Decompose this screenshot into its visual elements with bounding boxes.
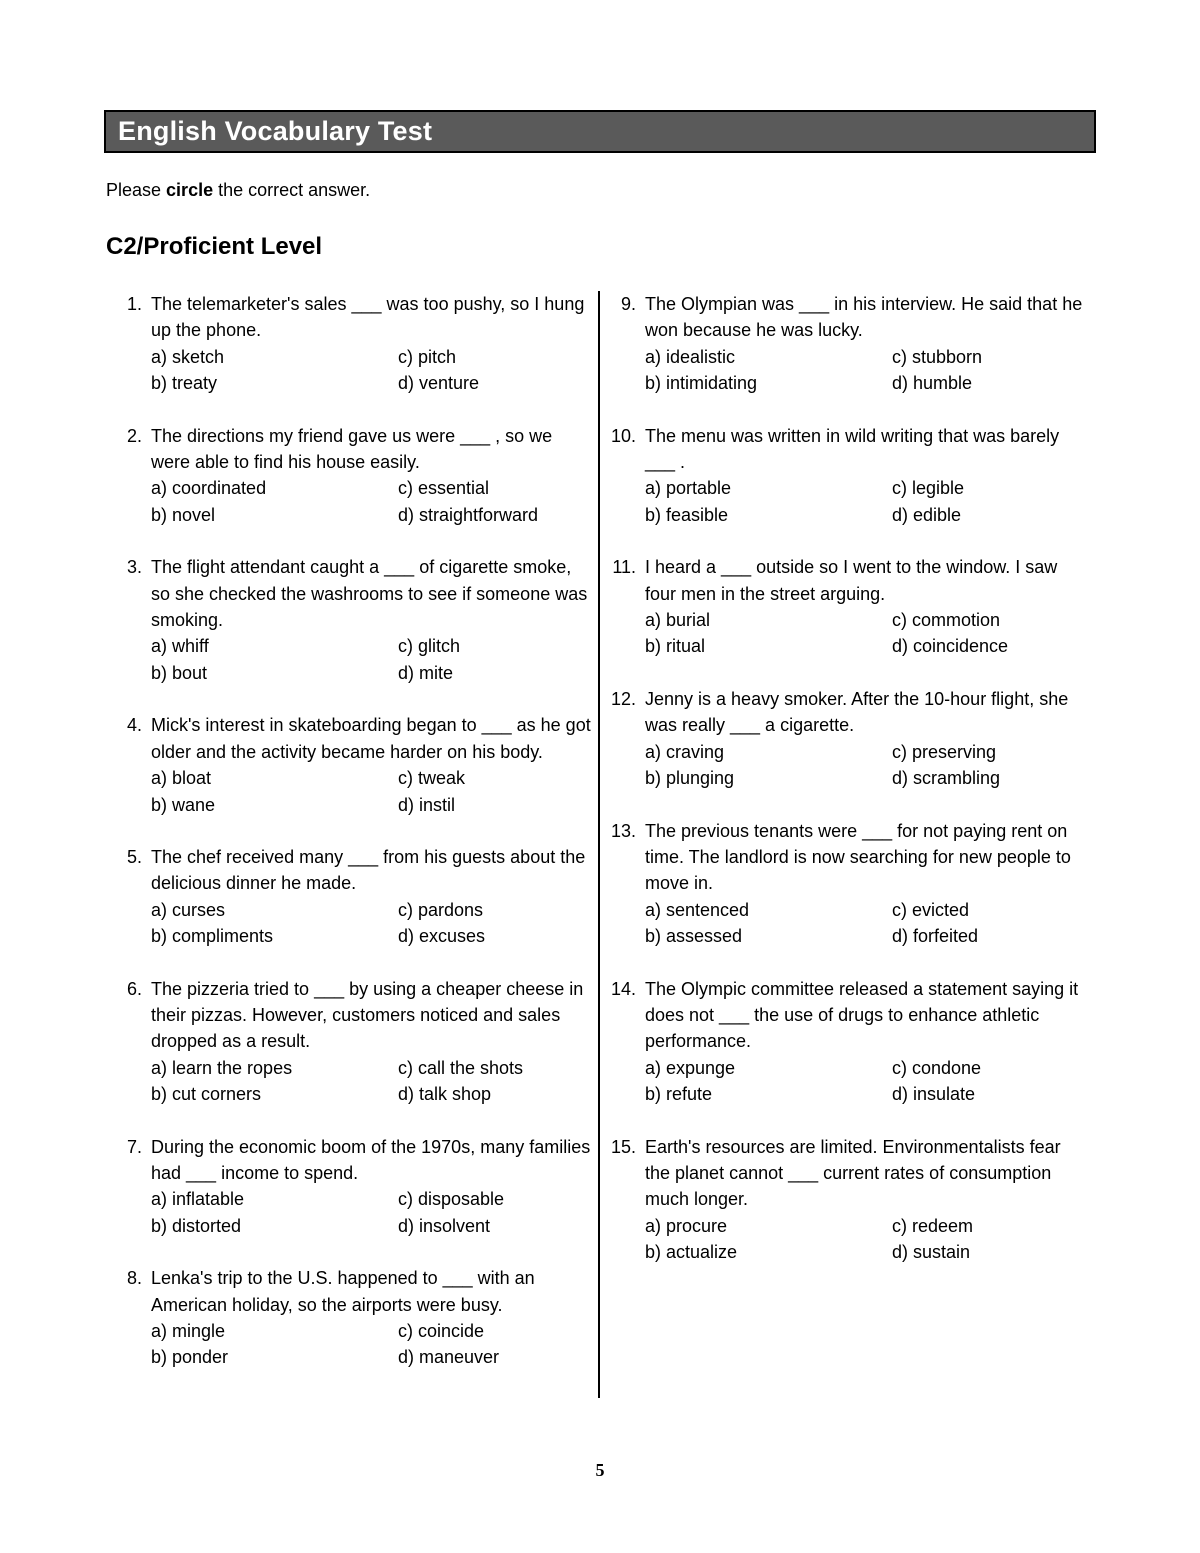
question-5 xyxy=(112,844,592,950)
question-number: 15. xyxy=(610,1136,636,1157)
answer-options xyxy=(151,1318,592,1371)
option-d[interactable]: d) sustain xyxy=(892,1242,971,1263)
question-number: 14. xyxy=(610,978,636,999)
question-text: The telemarketer's sales ___ was too pushy, so I hung up the phone. xyxy=(151,294,585,341)
option-c[interactable]: c) evicted xyxy=(892,899,970,920)
option-b[interactable]: b) bout xyxy=(151,662,208,683)
option-a[interactable]: a) procure xyxy=(645,1215,728,1236)
answer-options xyxy=(645,739,1086,792)
option-c[interactable]: c) pitch xyxy=(398,346,457,367)
option-d[interactable]: d) excuses xyxy=(398,926,486,947)
option-a[interactable]: a) craving xyxy=(645,741,725,762)
option-d[interactable]: d) humble xyxy=(892,373,973,394)
option-b[interactable]: b) ponder xyxy=(151,1347,229,1368)
question-number: 10. xyxy=(610,425,636,446)
option-c[interactable]: c) redeem xyxy=(892,1215,974,1236)
option-b[interactable]: b) treaty xyxy=(151,373,218,394)
option-b[interactable]: b) compliments xyxy=(151,926,274,947)
option-d[interactable]: d) instil xyxy=(398,794,456,815)
question-3 xyxy=(112,554,592,686)
question-14 xyxy=(606,976,1086,1108)
option-c[interactable]: c) tweak xyxy=(398,768,466,789)
question-9 xyxy=(606,291,1086,397)
question-text: The directions my friend gave us were ___ , so we were able to find his house easily. xyxy=(151,425,553,473)
option-d[interactable]: d) scrambling xyxy=(892,768,1001,789)
option-a[interactable]: a) expunge xyxy=(645,1057,736,1078)
option-a[interactable]: a) burial xyxy=(645,610,711,631)
question-text: The previous tenants were ___ for not paying rent on time. The landlord is now searching for new people to move in. xyxy=(645,820,1071,894)
question-7 xyxy=(112,1134,592,1240)
option-d[interactable]: d) venture xyxy=(398,373,480,394)
answer-options xyxy=(645,1213,1086,1266)
right-column xyxy=(606,291,1086,1292)
question-6 xyxy=(112,976,592,1108)
option-d[interactable]: d) straightforward xyxy=(398,504,539,525)
question-number: 13. xyxy=(610,820,636,841)
column-divider xyxy=(598,291,600,1398)
question-text: Lenka's trip to the U.S. happened to ___ with an American holiday, so the airports were busy. xyxy=(151,1268,535,1315)
option-b[interactable]: b) feasible xyxy=(645,504,729,525)
question-number: 2. xyxy=(126,425,142,446)
answer-options xyxy=(645,1055,1086,1108)
option-b[interactable]: b) ritual xyxy=(645,636,706,657)
question-2 xyxy=(112,423,592,529)
page-title: English Vocabulary Test xyxy=(118,116,433,146)
instruction-after: the correct answer. xyxy=(213,180,371,200)
option-d[interactable]: d) maneuver xyxy=(398,1347,500,1368)
question-number: 8. xyxy=(126,1268,142,1289)
option-b[interactable]: b) wane xyxy=(151,794,216,815)
question-10 xyxy=(606,423,1086,529)
answer-options xyxy=(151,1055,592,1108)
option-b[interactable]: b) distorted xyxy=(151,1215,242,1236)
option-c[interactable]: c) pardons xyxy=(398,899,484,920)
answer-options xyxy=(151,475,592,528)
answer-options xyxy=(645,344,1086,397)
option-a[interactable]: a) bloat xyxy=(151,768,212,789)
question-text: The Olympian was ___ in his interview. He said that he won because he was lucky. xyxy=(645,294,1083,341)
page-number: 5 xyxy=(595,1460,605,1480)
answer-options xyxy=(645,897,1086,950)
option-a[interactable]: a) learn the ropes xyxy=(151,1057,293,1078)
option-c[interactable]: c) call the shots xyxy=(398,1057,524,1078)
question-1 xyxy=(112,291,592,397)
option-b[interactable]: b) novel xyxy=(151,504,216,525)
option-c[interactable]: c) preserving xyxy=(892,741,997,762)
option-a[interactable]: a) portable xyxy=(645,478,732,499)
question-text: During the economic boom of the 1970s, many families had ___ income to spend. xyxy=(151,1136,591,1183)
option-d[interactable]: d) edible xyxy=(892,504,962,525)
option-c[interactable]: c) condone xyxy=(892,1057,982,1078)
question-text: The pizzeria tried to ___ by using a cheaper cheese in their pizzas. However, customers noticed and sales dropped as a result. xyxy=(151,978,584,1052)
question-number: 7. xyxy=(126,1136,142,1157)
option-b[interactable]: b) refute xyxy=(645,1084,713,1105)
title-bar xyxy=(104,110,1096,153)
answer-options xyxy=(645,475,1086,528)
option-b[interactable]: b) assessed xyxy=(645,926,743,947)
question-text: I heard a ___ outside so I went to the window. I saw four men in the street arguing. xyxy=(645,557,1058,604)
question-4 xyxy=(112,712,592,818)
option-c[interactable]: c) stubborn xyxy=(892,346,983,367)
question-text: The Olympic committee released a statement saying it does not ___ the use of drugs to enhance athletic performance. xyxy=(645,978,1079,1052)
option-d[interactable]: d) insolvent xyxy=(398,1215,491,1236)
option-d[interactable]: d) insulate xyxy=(892,1084,976,1105)
question-number: 12. xyxy=(610,688,636,709)
left-column xyxy=(112,291,592,1397)
question-number: 6. xyxy=(126,978,142,999)
instruction xyxy=(106,180,370,201)
option-c[interactable]: c) disposable xyxy=(398,1189,505,1210)
instruction-before: Please xyxy=(106,180,167,200)
question-number: 5. xyxy=(126,846,142,867)
question-number: 11. xyxy=(612,557,636,578)
answer-options xyxy=(151,765,592,818)
question-15 xyxy=(606,1134,1086,1266)
instruction-bold: circle xyxy=(166,180,214,200)
level-heading: C2/Proficient Level xyxy=(106,233,323,260)
question-8 xyxy=(112,1265,592,1371)
option-b[interactable]: b) cut corners xyxy=(151,1084,262,1105)
question-text: Earth's resources are limited. Environmentalists fear the planet cannot ___ current rates of consumption much longer. xyxy=(645,1136,1061,1210)
question-text: The menu was written in wild writing that was barely ___ . xyxy=(645,425,1060,473)
option-a[interactable]: a) mingle xyxy=(151,1321,226,1341)
question-text: The chef received many ___ from his guests about the delicious dinner he made. xyxy=(151,846,586,894)
question-13 xyxy=(606,818,1086,950)
option-a[interactable]: a) inflatable xyxy=(151,1189,245,1210)
answer-options xyxy=(151,633,592,686)
question-text: Jenny is a heavy smoker. After the 10-hour flight, she was really ___ a cigarette. xyxy=(645,688,1069,736)
answer-options xyxy=(645,607,1086,660)
question-text: Mick's interest in skateboarding began to ___ as he got older and the activity became harder on his body. xyxy=(151,715,591,762)
option-d[interactable]: d) talk shop xyxy=(398,1084,492,1105)
option-b[interactable]: b) actualize xyxy=(645,1242,738,1263)
option-a[interactable]: a) sentenced xyxy=(645,899,750,920)
question-number: 4. xyxy=(126,715,142,736)
answer-options xyxy=(151,1186,592,1239)
question-number: 3. xyxy=(126,557,142,578)
option-c[interactable]: c) coincide xyxy=(398,1321,485,1341)
question-11 xyxy=(606,554,1086,660)
option-a[interactable]: a) sketch xyxy=(151,346,225,367)
option-d[interactable]: d) mite xyxy=(398,662,454,683)
option-c[interactable]: c) commotion xyxy=(892,610,1001,631)
question-12 xyxy=(606,686,1086,792)
option-a[interactable]: a) coordinated xyxy=(151,478,267,499)
option-b[interactable]: b) intimidating xyxy=(645,373,758,394)
question-number: 9. xyxy=(620,294,636,314)
option-a[interactable]: a) idealistic xyxy=(645,346,736,367)
option-c[interactable]: c) essential xyxy=(398,478,490,499)
option-c[interactable]: c) glitch xyxy=(398,636,461,657)
option-b[interactable]: b) plunging xyxy=(645,768,735,789)
answer-options xyxy=(151,344,592,397)
option-a[interactable]: a) whiff xyxy=(151,636,209,657)
question-text: The flight attendant caught a ___ of cigarette smoke, so she checked the washrooms to see if someone was smoking. xyxy=(151,557,588,631)
question-number: 1. xyxy=(126,294,142,314)
option-d[interactable]: d) forfeited xyxy=(892,926,979,947)
option-c[interactable]: c) legible xyxy=(892,478,965,499)
option-d[interactable]: d) coincidence xyxy=(892,636,1009,657)
option-a[interactable]: a) curses xyxy=(151,899,226,920)
answer-options xyxy=(151,897,592,950)
